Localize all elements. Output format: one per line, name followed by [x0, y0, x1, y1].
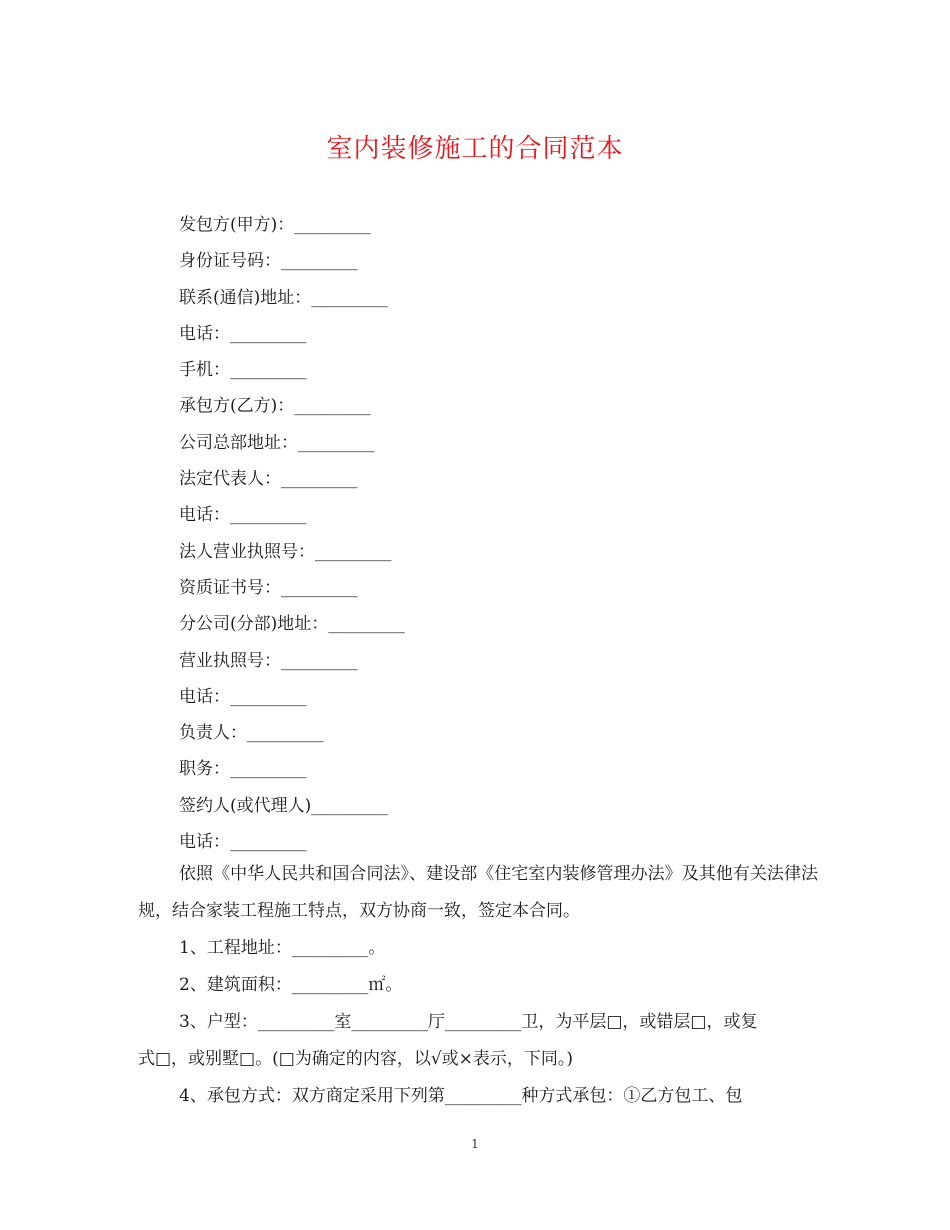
field-line: 法人营业执照号：_________	[179, 541, 392, 562]
field-line: 签约人(或代理人)_________	[179, 795, 388, 816]
field-line: 电话：_________	[179, 323, 307, 344]
document-title: 室内装修施工的合同范本	[326, 134, 624, 164]
intro-paragraph: 依照《中华人民共和国合同法》、建设部《住宅室内装修管理办法》及其他有关法律法规，结合家装工程施工特点，双方协商一致，签定本合同。	[138, 864, 818, 921]
field-line: 电话：_________	[179, 832, 307, 853]
clause-item-4: 4、承包方式：双方商定采用下列第_________种方式承包：①乙方包工、包	[179, 1086, 743, 1106]
field-line: 职务：_________	[179, 759, 307, 780]
field-line: 公司总部地址：_________	[179, 432, 375, 453]
clause-item-3-line-2: 式□，或别墅□。(□为确定的内容，以√或×表示，下同。)	[138, 1049, 574, 1069]
field-line: 负责人：_________	[179, 723, 324, 744]
field-line: 营业执照号：_________	[179, 650, 358, 671]
field-line: 分公司(分部)地址：_________	[179, 614, 405, 635]
contract-body	[138, 856, 818, 1115]
page-number: 1	[471, 1137, 479, 1151]
field-line: 电话：_________	[179, 686, 307, 707]
clause-item-3-line-1: 3、户型：_________室_________厅_________卫，为平层□，或错层□，或复	[179, 1012, 758, 1032]
field-line: 手机：_________	[179, 360, 307, 381]
field-line: 电话：_________	[179, 505, 307, 526]
field-line: 法定代表人：_________	[179, 469, 358, 490]
field-line: 发包方(甲方)：_________	[179, 215, 371, 235]
field-line: 联系(通信)地址：_________	[179, 287, 388, 308]
clause-item-1: 1、工程地址：_________。	[179, 938, 386, 958]
clause-item-2: 2、建筑面积：_________㎡。	[179, 975, 403, 995]
field-line: 资质证书号：_________	[179, 577, 358, 598]
field-line: 身份证号码：_________	[179, 251, 358, 272]
party-info-fields	[179, 207, 405, 860]
field-line: 承包方(乙方)：_________	[179, 396, 371, 417]
